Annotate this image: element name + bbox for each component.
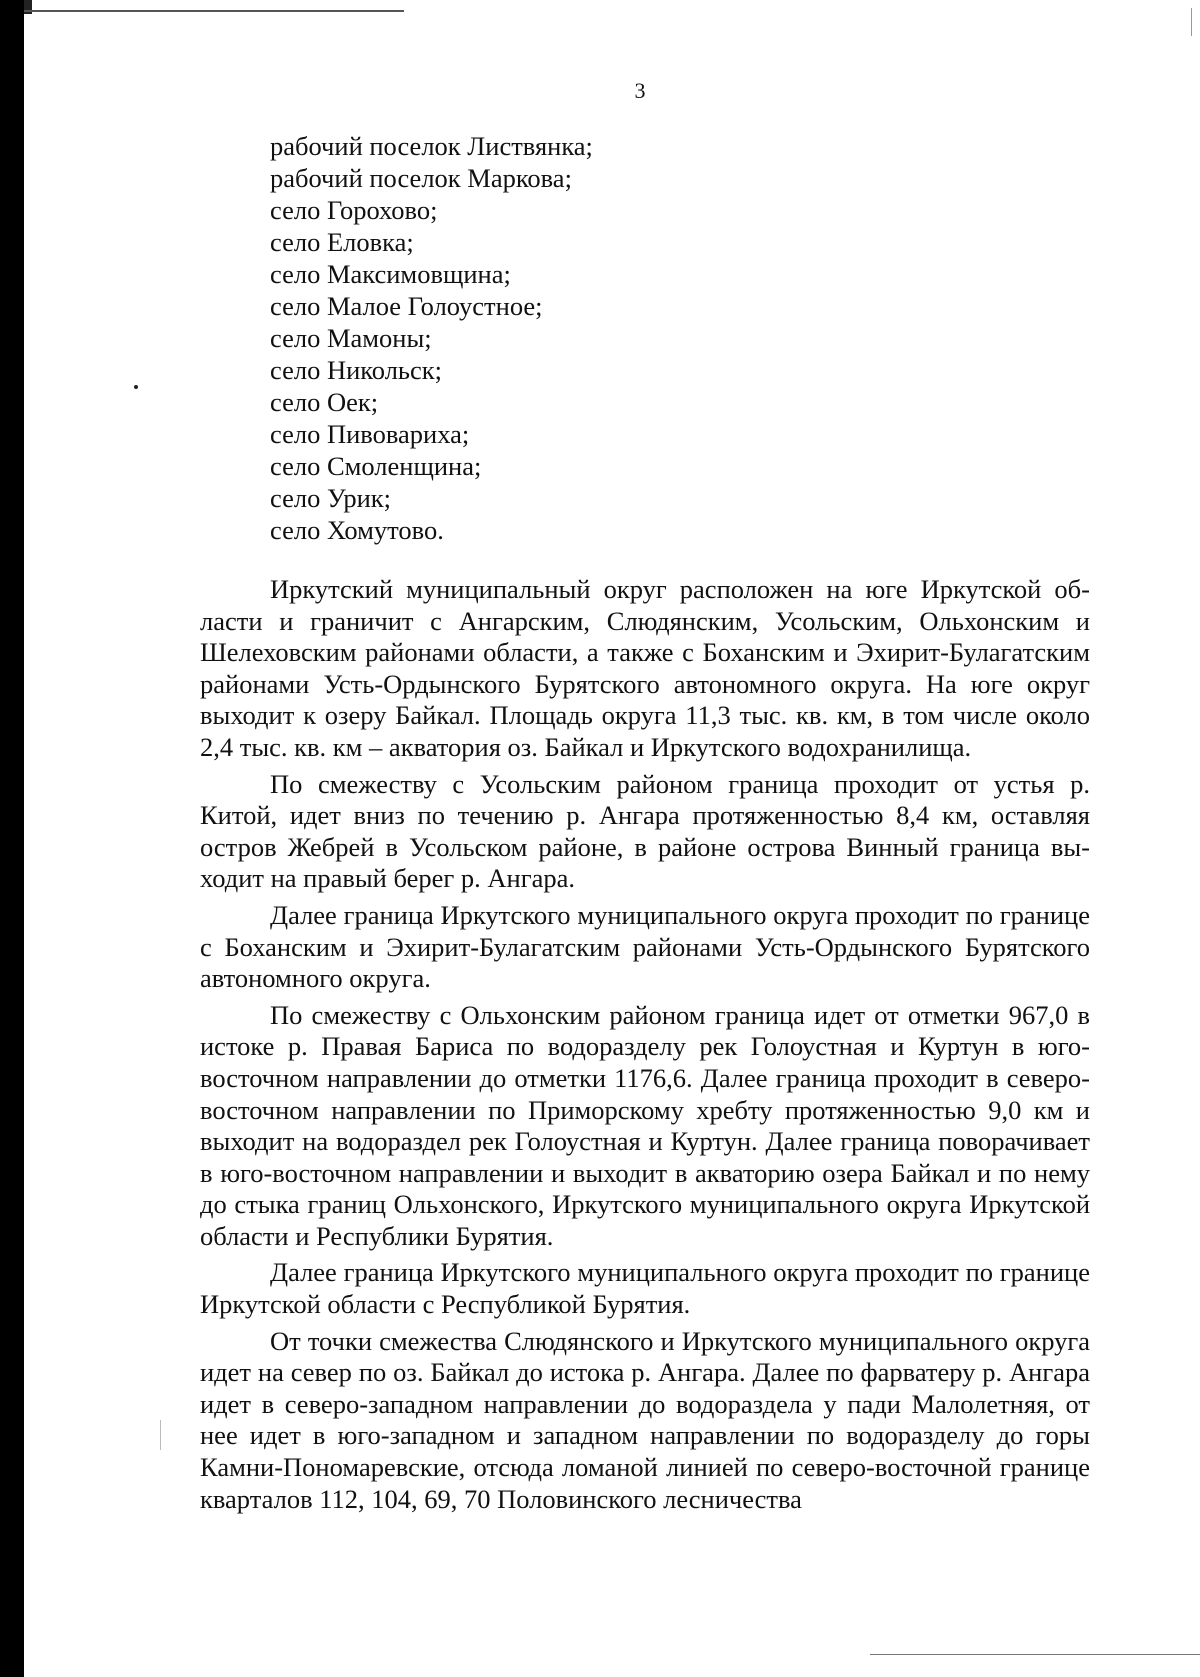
list-item: село Мамоны; (270, 323, 432, 353)
list-item: село Смоленщина; (270, 451, 482, 481)
list-item: село Максимовщина; (270, 259, 511, 289)
paragraph-usolsky-border: По смежеству с Усольским районом граница проходит от устья р. Китой, идет вниз по течению р. Ангара протяженностью 8,4 км, оставляя остров Жебрей в Усольском районе, в районе острова Винный граница выходит на правый берег р. Ангара. (200, 768, 1090, 894)
list-item: село Малое Голоустное; (270, 291, 543, 321)
paragraph-buryatia-border: Далее граница Иркутского муниципального округа проходит по границе Иркутской области с Республикой Бурятия. (200, 1257, 1090, 1320)
list-item: село Еловка; (270, 227, 414, 257)
settlement-list (270, 130, 593, 546)
paragraph-olkhonsky-border: По смежеству с Ольхонским районом граница идет от отметки 967,0 в истоке р. Правая Бариса по водоразделу рек Голоустная и Куртун в юго-восточном направлении до отметки 1176,6. Далее граница проходит в северо-восточном направлении по Приморскому хребту протяженностью 9,0 км и выходит на водораздел рек Голоустная и Куртун. Далее граница поворачивает в юго-восточном направлении и выходит в акваторию озера Байкал и по нему до стыка границ Ольхонского, Иркутского муниципального округа Иркутской области и Республики Бурятия. (200, 999, 1090, 1251)
document-body (200, 574, 1090, 1520)
scan-edge-top (24, 10, 404, 12)
list-item: село Оек; (270, 387, 379, 417)
list-item: рабочий поселок Маркова; (270, 163, 572, 193)
page-number: 3 (634, 78, 646, 103)
scan-edge-right-mark (1191, 8, 1192, 36)
scan-border-left (0, 0, 24, 1677)
list-item: рабочий поселок Листвянка; (270, 131, 593, 161)
list-item: село Пивовариха; (270, 419, 470, 449)
paragraph-district-location: Иркутский муниципальный округ расположен на юге Иркутской области и граничит с Ангарским, Слюдянским, Усольским, Ольхонским и Шелеховским районами области, а также с Боханским и Эхирит-Булагатским районами Усть-Ордынского Бурятского автономного округа. На юге округ выходит к озеру Байкал. Площадь округа 11,3 тыс. кв. км, в том числе около 2,4 тыс. кв. км – акватория оз. Байкал и Иркутского водохранилища. (200, 574, 1090, 762)
list-item: село Горохово; (270, 195, 438, 225)
list-item: село Урик; (270, 483, 392, 513)
scan-speck (134, 385, 138, 389)
list-item: село Никольск; (270, 355, 443, 385)
scan-speck-line (160, 1420, 161, 1450)
scan-edge-bottom (870, 1654, 1200, 1655)
paragraph-bokhansky-border: Далее граница Иркутского муниципального округа проходит по границе с Боханским и Эхирит-Булагатским районами Усть-Ордынского Бурятского автономного округа. (200, 899, 1090, 994)
list-item: село Хомутово. (270, 515, 444, 545)
paragraph-slyudyansky-border: От точки смежества Слюдянского и Иркутского муниципального округа идет на север по оз. Байкал до истока р. Ангара. Далее по фарватеру р. Ангара идет в северо-западном направлении до водораздела у пади Малолетняя, от нее идет в юго-западном и западном направлении по водоразделу до горы Камни-Пономаревские, отсюда ломаной линией по северо-восточной границе кварталов 112, 104, 69, 70 Половинского лесничества (200, 1325, 1090, 1514)
